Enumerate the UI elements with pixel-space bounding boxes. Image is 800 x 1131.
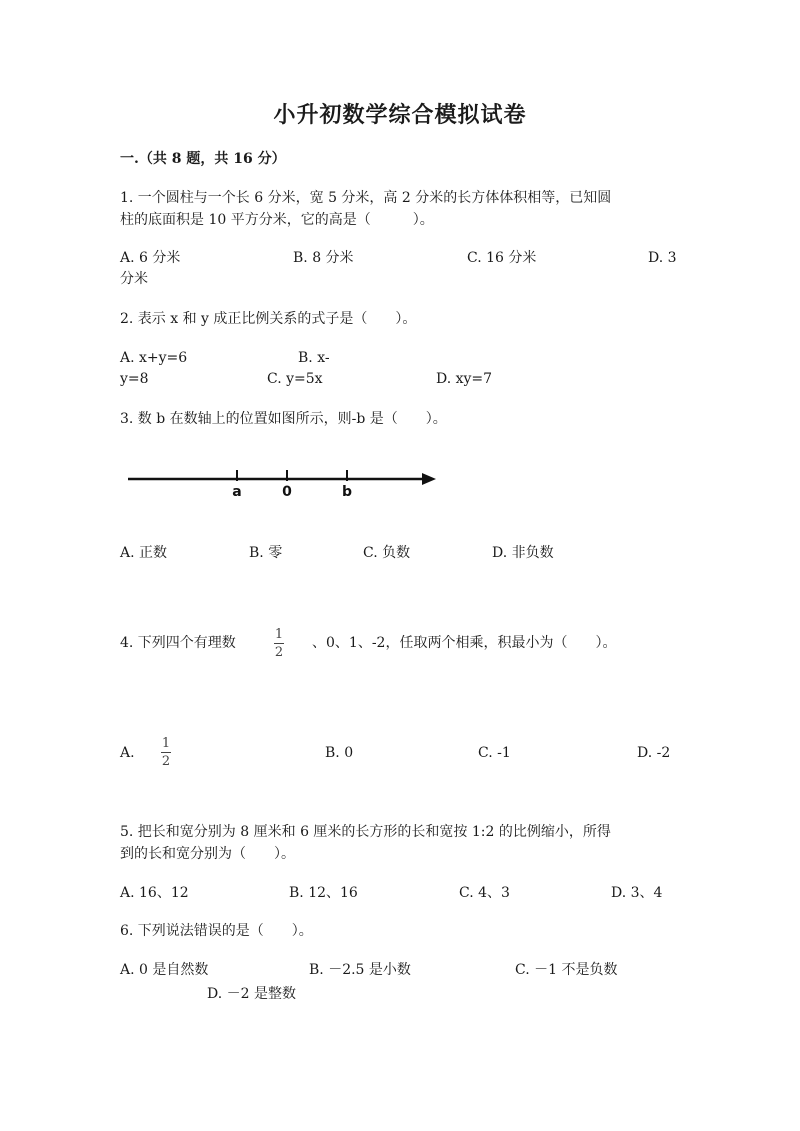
question-6-option-b: B. －2.5 是小数 — [309, 962, 411, 978]
fraction-numerator: 1 — [274, 627, 284, 642]
question-4-fraction — [274, 627, 284, 660]
question-6-option-a: A. 0 是自然数 — [120, 962, 209, 978]
number-line-label-a: a — [232, 484, 242, 500]
fraction-bar — [274, 643, 284, 644]
question-5-option-b: B. 12、16 — [289, 885, 358, 901]
number-line-arrow-icon — [422, 473, 436, 485]
question-4-option-a: A. — [120, 745, 135, 761]
fraction-denominator: 2 — [161, 754, 171, 769]
question-1-option-d-wrap: 分米 — [120, 271, 148, 287]
question-1-line-1: 1. 一个圆柱与一个长 6 分米，宽 5 分米，高 2 分米的长方体体积相等，已知圆 — [120, 190, 612, 206]
question-5-option-a: A. 16、12 — [120, 885, 189, 901]
fraction-numerator: 1 — [161, 736, 171, 751]
question-4-option-d: D. -2 — [637, 745, 671, 761]
question-2-option-c: C. y=5x — [267, 371, 323, 387]
question-1-option-b: B. 8 分米 — [293, 250, 354, 266]
question-1-option-d: D. 3 — [648, 250, 677, 266]
number-line-label-0: 0 — [282, 484, 292, 500]
fraction-denominator: 2 — [274, 645, 284, 660]
question-2-option-a: A. x+y=6 — [120, 350, 188, 366]
fraction-bar — [161, 752, 171, 753]
question-3-option-a: A. 正数 — [120, 545, 168, 561]
question-4-stem-pre: 4. 下列四个有理数 — [120, 635, 236, 651]
question-3-option-d: D. 非负数 — [492, 545, 554, 561]
question-3-option-c: C. 负数 — [363, 545, 411, 561]
question-5-line-1: 5. 把长和宽分别为 8 厘米和 6 厘米的长方形的长和宽按 1:2 的比例缩小，所得 — [120, 824, 611, 840]
question-4-option-a-fraction — [161, 736, 171, 769]
question-6-stem: 6. 下列说法错误的是（ ）。 — [120, 923, 313, 939]
question-4-option-c: C. -1 — [478, 745, 511, 761]
question-6-option-d: D. －2 是整数 — [207, 986, 296, 1002]
question-2-option-b-wrap: y=8 — [120, 371, 149, 387]
question-5-option-d: D. 3、4 — [611, 885, 663, 901]
question-5-line-2: 到的长和宽分别为（ ）。 — [120, 846, 295, 862]
question-1-option-a: A. 6 分米 — [120, 250, 181, 266]
question-4-option-b: B. 0 — [325, 745, 354, 761]
page-title: 小升初数学综合模拟试卷 — [273, 102, 527, 128]
question-1-line-2: 柱的底面积是 10 平方分米，它的高是（ ）。 — [120, 212, 434, 228]
question-2-stem: 2. 表示 x 和 y 成正比例关系的式子是（ ）。 — [120, 311, 417, 327]
question-3-option-b: B. 零 — [249, 545, 283, 561]
number-line-figure — [124, 465, 454, 505]
question-3-stem: 3. 数 b 在数轴上的位置如图所示，则-b 是（ ）。 — [120, 411, 447, 427]
section-heading: 一.（共 8 题，共 16 分） — [120, 151, 286, 167]
question-2-option-b: B. x- — [298, 350, 330, 366]
question-2-option-d: D. xy=7 — [436, 371, 493, 387]
question-6-option-c: C. －1 不是负数 — [515, 962, 618, 978]
question-4-stem-post: 、0、1、-2，任取两个相乘，积最小为（ ）。 — [312, 635, 617, 651]
question-1-option-c: C. 16 分米 — [467, 250, 537, 266]
question-5-option-c: C. 4、3 — [459, 885, 510, 901]
number-line-label-b: b — [341, 484, 353, 500]
